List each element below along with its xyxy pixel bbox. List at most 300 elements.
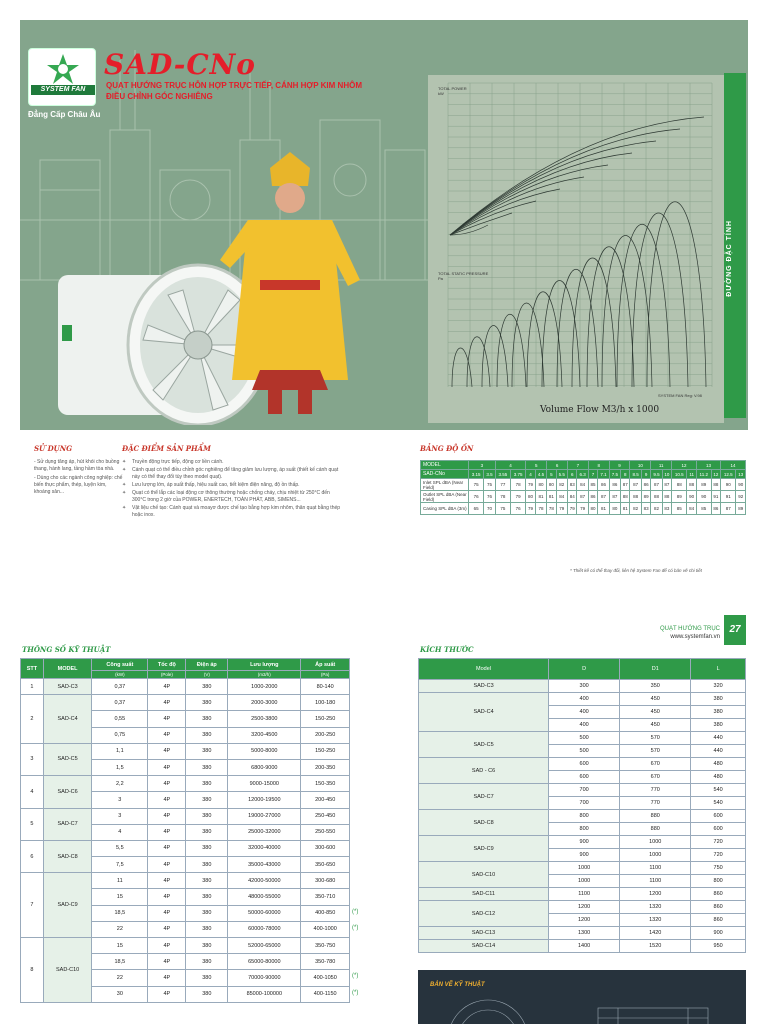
noise-row-label: SAD-CNo	[421, 470, 469, 479]
usage-heading: SỬ DỤNG	[34, 444, 73, 453]
feature-item: ✦ Lưu lượng lớn, áp suất thấp, hiệu suất cao, tiết kiệm điện năng, độ ồn thấp.	[122, 482, 342, 489]
dim-cell: 450	[620, 719, 691, 732]
dim-cell: 950	[691, 940, 746, 953]
technical-drawing	[418, 970, 746, 1024]
dim-model: SAD-C4	[419, 693, 549, 732]
noise-value: 87	[651, 479, 662, 491]
dim-cell: 1300	[549, 927, 620, 940]
spec-cell: 300-680	[301, 873, 350, 889]
dim-header: Model	[419, 659, 549, 680]
noise-value: 79	[567, 503, 576, 515]
spec-cell: 4P	[148, 873, 186, 889]
dim-model: SAD-C7	[419, 784, 549, 810]
catalog-page-26	[0, 20, 768, 592]
spec-cell: 4P	[148, 857, 186, 873]
spec-cell: 300-600	[301, 840, 350, 856]
noise-value: 81	[598, 503, 609, 515]
dim-cell: 670	[620, 758, 691, 771]
noise-value: 83	[567, 479, 576, 491]
noise-row-name: Casing SPL dBA (3m)	[421, 503, 469, 515]
dim-cell: 400	[549, 719, 620, 732]
dim-cell: 450	[620, 693, 691, 706]
power-curve	[450, 117, 704, 235]
noise-sub-col: 11.2	[696, 470, 711, 479]
noise-value: 86	[588, 491, 597, 503]
spec-cell: 85000-100000	[228, 986, 301, 1002]
table-row	[21, 873, 350, 889]
drawing-heading: BẢN VẼ KỸ THUẬT	[430, 982, 485, 988]
spec-cell: 2500-3800	[228, 711, 301, 727]
noise-sub-col: 7.5	[609, 470, 620, 479]
dim-model: SAD-C5	[419, 732, 549, 758]
dim-header: L	[691, 659, 746, 680]
dim-cell: 450	[620, 706, 691, 719]
table-row	[419, 693, 746, 706]
dim-cell: 1200	[549, 914, 620, 927]
spec-cell: 400-850	[301, 905, 350, 921]
spec-cell: 200-350	[301, 759, 350, 775]
noise-value: 90	[696, 491, 711, 503]
spec-cell: 12000-19500	[228, 792, 301, 808]
noise-value: 87	[721, 503, 736, 515]
noise-value: 88	[672, 479, 687, 491]
noise-value: 65	[469, 503, 484, 515]
noise-sub-col: 3.75	[511, 470, 526, 479]
noise-sub-col: 12	[711, 470, 720, 479]
dim-cell: 600	[691, 823, 746, 836]
spec-cell: 380	[186, 679, 228, 695]
spec-unit: (kW)	[92, 671, 148, 679]
dim-cell: 380	[691, 706, 746, 719]
pressure-curve	[647, 202, 706, 387]
table-row	[21, 808, 350, 824]
dim-cell: 540	[691, 797, 746, 810]
noise-value: 87	[598, 491, 609, 503]
noise-value: 70	[484, 503, 495, 515]
noise-value: 87	[577, 491, 588, 503]
noise-value: 79	[526, 503, 535, 515]
noise-value: 81	[535, 491, 546, 503]
spec-cell: 150-250	[301, 743, 350, 759]
dim-cell: 1520	[620, 940, 691, 953]
dim-cell: 720	[691, 836, 746, 849]
dim-cell: 900	[549, 849, 620, 862]
dim-cell: 900	[549, 836, 620, 849]
spec-note-marker: (*)	[352, 909, 359, 915]
noise-model-group: 5	[526, 461, 547, 470]
dim-cell: 380	[691, 719, 746, 732]
page-number-badge: 27	[724, 615, 746, 645]
spec-cell: 4P	[148, 889, 186, 905]
table-row	[419, 810, 746, 823]
noise-value: 88	[621, 491, 630, 503]
brand-slogan: Đẳng Cấp Châu Âu	[28, 110, 101, 119]
spec-cell: 25000-32000	[228, 824, 301, 840]
spec-cell: 7,5	[92, 857, 148, 873]
noise-model-group: 13	[696, 461, 720, 470]
spec-cell: 19000-27000	[228, 808, 301, 824]
dim-model: SAD-C11	[419, 888, 549, 901]
dim-model: SAD-C3	[419, 680, 549, 693]
dim-cell: 440	[691, 745, 746, 758]
spec-cell: 350-650	[301, 857, 350, 873]
feature-item: ✦ Vật liệu chế tạo: Cánh quạt và moayơ được chế tạo bằng hợp kim nhôm, thân quạt bằng thép hoặc inox.	[122, 505, 342, 519]
dimension-table	[418, 658, 746, 953]
noise-value: 86	[641, 479, 650, 491]
spec-cell: 32000-40000	[228, 840, 301, 856]
dim-cell: 860	[691, 914, 746, 927]
table-row	[419, 680, 746, 693]
dim-cell: 700	[549, 797, 620, 810]
dim-cell: 750	[691, 862, 746, 875]
pressure-curve	[557, 269, 598, 387]
dim-cell: 770	[620, 797, 691, 810]
product-info-section	[20, 430, 748, 580]
spec-cell: 4P	[148, 905, 186, 921]
spec-cell: 5000-8000	[228, 743, 301, 759]
spec-note-marker: (*)	[352, 990, 359, 996]
noise-value: 90	[687, 491, 696, 503]
spec-cell: 30	[92, 986, 148, 1002]
noise-value: 75	[495, 503, 510, 515]
noise-value: 87	[621, 479, 630, 491]
noise-value: 78	[547, 503, 556, 515]
noise-value: 76	[484, 491, 495, 503]
spec-cell: 52000-65000	[228, 938, 301, 954]
spec-cell: 380	[186, 824, 228, 840]
spec-header: Áp suất	[301, 659, 350, 671]
noise-value: 82	[630, 503, 641, 515]
svg-text:TOTAL STATIC PRESSURE: TOTAL STATIC PRESSURE	[438, 271, 489, 276]
spec-cell: 65000-80000	[228, 954, 301, 970]
product-subtitle: QUẠT HƯỚNG TRỤC HỖN HỢP TRỰC TIẾP, CÁNH HỢP KIM NHÔM ĐIỀU CHỈNH GÓC NGHIÊNG	[106, 81, 362, 101]
dim-cell: 1000	[620, 836, 691, 849]
spec-cell: 4P	[148, 695, 186, 711]
noise-row	[421, 503, 746, 515]
pressure-curve	[617, 224, 670, 387]
dim-cell: 1200	[549, 901, 620, 914]
noise-row	[421, 491, 746, 503]
noise-value: 88	[711, 479, 720, 491]
features-list	[122, 459, 342, 519]
noise-value: 89	[641, 491, 650, 503]
noise-value: 78	[535, 503, 546, 515]
performance-chart	[428, 75, 724, 423]
noise-value: 88	[630, 491, 641, 503]
spec-cell: 250-550	[301, 824, 350, 840]
spec-stt: 7	[21, 873, 44, 938]
pressure-curve	[467, 337, 490, 387]
product-title: SAD-CNo	[104, 48, 256, 81]
noise-sub-col: 12.5	[721, 470, 736, 479]
noise-value: 76	[511, 503, 526, 515]
spec-cell: 15	[92, 938, 148, 954]
noise-value: 80	[588, 503, 597, 515]
spec-model: SAD-C8	[43, 840, 92, 872]
dim-cell: 300	[549, 680, 620, 693]
spec-stt: 6	[21, 840, 44, 872]
noise-sub-col: 9	[641, 470, 650, 479]
svg-text:SYSTEM FAN Reg: V.98: SYSTEM FAN Reg: V.98	[658, 393, 702, 398]
noise-model-group: 10	[630, 461, 651, 470]
dim-cell: 380	[691, 693, 746, 706]
spec-cell: 50000-60000	[228, 905, 301, 921]
noise-model-group: 9	[609, 461, 630, 470]
noise-sub-col: 7.1	[598, 470, 609, 479]
spec-stt: 2	[21, 695, 44, 744]
spec-cell: 4P	[148, 921, 186, 937]
noise-table-heading: BẢNG ĐỘ ỒN	[420, 444, 474, 453]
noise-value: 79	[511, 491, 526, 503]
mascot-person-image	[220, 150, 360, 420]
pressure-curve	[482, 326, 508, 388]
spec-stt: 1	[21, 679, 44, 695]
usage-text: - Dùng cho các ngành công nghiệp: chế biến thực phẩm, thép, luyện kim, khoáng sản...	[34, 475, 123, 495]
dim-cell: 350	[620, 680, 691, 693]
noise-sub-col: 10	[662, 470, 671, 479]
noise-value: 85	[588, 479, 597, 491]
spec-cell: 3	[92, 792, 148, 808]
spec-cell: 380	[186, 873, 228, 889]
spec-stt: 8	[21, 938, 44, 1003]
spec-cell: 70000-90000	[228, 970, 301, 986]
dim-cell: 720	[691, 849, 746, 862]
spec-unit: (V)	[186, 671, 228, 679]
noise-value: 83	[662, 503, 671, 515]
svg-text:kW: kW	[438, 91, 444, 96]
catalog-page-27	[0, 615, 768, 1024]
noise-value: 88	[651, 491, 662, 503]
noise-value: 84	[556, 491, 567, 503]
noise-sub-col: 9.5	[651, 470, 662, 479]
side-tab-label: ĐƯỜNG ĐẶC TÍNH	[726, 220, 733, 297]
noise-model-group: 6	[547, 461, 568, 470]
power-curve	[450, 141, 656, 235]
page-header-label: QUẠT HƯỚNG TRỤC www.systemfan.vn	[659, 626, 720, 640]
feature-item: ✦ Cánh quạt có thể điều chỉnh góc nghiêng để tăng giảm lưu lượng, áp suất (thiết kế cánh quạt này có thể thay đổi tùy theo model quạt).	[122, 467, 342, 481]
noise-table	[420, 460, 746, 515]
spec-stt: 5	[21, 808, 44, 840]
spec-cell: 4P	[148, 792, 186, 808]
dim-cell: 770	[620, 784, 691, 797]
power-curve	[450, 129, 680, 235]
spec-cell: 2,2	[92, 776, 148, 792]
spec-cell: 18,5	[92, 905, 148, 921]
usage-text: - Sử dụng tăng áp, hút khói cho buồng thang, hành lang, tầng hầm tòa nhà.	[34, 459, 120, 472]
dimension-table-heading: KÍCH THƯỚC	[420, 645, 474, 654]
noise-value: 81	[621, 503, 630, 515]
noise-sub-col: 3.55	[495, 470, 510, 479]
spec-cell: 380	[186, 792, 228, 808]
spec-stt: 4	[21, 776, 44, 808]
spec-model: SAD-C10	[43, 938, 92, 1003]
spec-cell: 4P	[148, 938, 186, 954]
dim-cell: 500	[549, 732, 620, 745]
spec-header: Điện áp	[186, 659, 228, 671]
table-row	[21, 695, 350, 711]
spec-model: SAD-C4	[43, 695, 92, 744]
noise-value: 84	[567, 491, 576, 503]
table-row	[419, 732, 746, 745]
dim-cell: 400	[549, 706, 620, 719]
dim-cell: 440	[691, 732, 746, 745]
dim-model: SAD-C13	[419, 927, 549, 940]
dim-header: D1	[620, 659, 691, 680]
table-row	[419, 888, 746, 901]
noise-value: 76	[469, 491, 484, 503]
spec-cell: 100-180	[301, 695, 350, 711]
noise-sub-col: 4.5	[535, 470, 546, 479]
noise-value: 80	[526, 491, 535, 503]
dim-cell: 1000	[620, 849, 691, 862]
spec-unit: (Pole)	[148, 671, 186, 679]
spec-cell: 380	[186, 921, 228, 937]
noise-note: * Thiết kế có thể thay đổi, liên hệ System Fan để có bản vẽ chi tiết	[570, 568, 702, 573]
noise-value: 75	[484, 479, 495, 491]
noise-value: 80	[547, 479, 556, 491]
noise-value: 78	[511, 479, 526, 491]
spec-unit: (Pa)	[301, 671, 350, 679]
noise-value: 89	[696, 479, 711, 491]
table-row	[21, 743, 350, 759]
noise-value: 79	[526, 479, 535, 491]
dim-cell: 480	[691, 758, 746, 771]
spec-cell: 4P	[148, 986, 186, 1002]
noise-model-group: 12	[672, 461, 697, 470]
product-banner	[20, 20, 748, 430]
noise-value: 86	[609, 479, 620, 491]
spec-model: SAD-C3	[43, 679, 92, 695]
svg-text:TOTAL POWER: TOTAL POWER	[438, 86, 467, 91]
spec-model: SAD-C5	[43, 743, 92, 775]
performance-curves	[428, 75, 724, 423]
table-row	[419, 784, 746, 797]
noise-value: 87	[609, 491, 620, 503]
spec-cell: 380	[186, 727, 228, 743]
dim-model: SAD-C10	[419, 862, 549, 888]
spec-model: SAD-C6	[43, 776, 92, 808]
dim-cell: 540	[691, 784, 746, 797]
spec-note-marker: (*)	[352, 925, 359, 931]
noise-value: 92	[736, 491, 746, 503]
dim-cell: 1320	[620, 914, 691, 927]
features-section	[122, 444, 342, 520]
spec-cell: 380	[186, 743, 228, 759]
spec-cell: 4P	[148, 759, 186, 775]
spec-cell: 400-1000	[301, 921, 350, 937]
spec-cell: 0,75	[92, 727, 148, 743]
noise-value: 89	[736, 503, 746, 515]
dim-model: SAD-C8	[419, 810, 549, 836]
spec-cell: 400-1050	[301, 970, 350, 986]
spec-cell: 4P	[148, 808, 186, 824]
spec-unit: (m3/h)	[228, 671, 301, 679]
spec-cell: 18,5	[92, 954, 148, 970]
spec-header: STT	[21, 659, 44, 679]
spec-cell: 380	[186, 759, 228, 775]
spec-cell: 4	[92, 824, 148, 840]
spec-cell: 380	[186, 857, 228, 873]
dim-model: SAD-C14	[419, 940, 549, 953]
dim-model: SAD-C12	[419, 901, 549, 927]
spec-cell: 380	[186, 889, 228, 905]
noise-row	[421, 479, 746, 491]
spec-cell: 380	[186, 840, 228, 856]
dim-cell: 700	[549, 784, 620, 797]
noise-model-group: 4	[495, 461, 526, 470]
spec-cell: 42000-50000	[228, 873, 301, 889]
spec-cell: 2000-3000	[228, 695, 301, 711]
dim-cell: 600	[549, 758, 620, 771]
spec-cell: 22	[92, 970, 148, 986]
feature-item: ✦ Quạt có thể lắp các loại động cơ thông thường hoặc chống cháy, chịu nhiệt từ 250°C đến 300°C trong 2 giờ của POWER, ENERTECH, TOÀN PHÁT, ABB, SIMENS...	[122, 490, 342, 504]
spec-header: Công suất	[92, 659, 148, 671]
spec-header: Tốc độ	[148, 659, 186, 671]
spec-cell: 15	[92, 889, 148, 905]
noise-sub-col: 3.5	[484, 470, 495, 479]
spec-cell: 350-710	[301, 889, 350, 905]
dim-cell: 800	[549, 823, 620, 836]
technical-drawing-panel	[418, 970, 746, 1024]
spec-cell: 350-780	[301, 954, 350, 970]
dim-model: SAD - C6	[419, 758, 549, 784]
noise-sub-col: 10.5	[672, 470, 687, 479]
noise-value: 88	[662, 491, 671, 503]
table-row	[419, 940, 746, 953]
noise-sub-col: 11	[687, 470, 696, 479]
spec-cell: 4P	[148, 727, 186, 743]
dim-cell: 860	[691, 901, 746, 914]
dim-cell: 880	[620, 810, 691, 823]
dim-cell: 860	[691, 888, 746, 901]
noise-sub-col: 5	[547, 470, 556, 479]
table-row	[419, 901, 746, 914]
dim-cell: 570	[620, 745, 691, 758]
spec-cell: 150-350	[301, 776, 350, 792]
spec-cell: 0,37	[92, 679, 148, 695]
spec-header: MODEL	[43, 659, 92, 679]
noise-sub-col: 5.5	[556, 470, 567, 479]
dim-cell: 500	[549, 745, 620, 758]
dim-cell: 600	[549, 771, 620, 784]
spec-cell: 4P	[148, 954, 186, 970]
spec-cell: 4P	[148, 743, 186, 759]
spec-cell: 0,55	[92, 711, 148, 727]
noise-model-group: 14	[721, 461, 746, 470]
dim-cell: 320	[691, 680, 746, 693]
spec-cell: 200-250	[301, 727, 350, 743]
noise-value: 84	[687, 503, 696, 515]
dim-model: SAD-C9	[419, 836, 549, 862]
noise-value: 82	[651, 503, 662, 515]
spec-cell: 9000-15000	[228, 776, 301, 792]
features-heading: ĐẶC ĐIỂM SẢN PHẨM	[122, 444, 211, 453]
noise-value: 85	[672, 503, 687, 515]
spec-cell: 3	[92, 808, 148, 824]
dim-cell: 1100	[620, 862, 691, 875]
dim-cell: 1420	[620, 927, 691, 940]
noise-value: 87	[630, 479, 641, 491]
noise-value: 86	[711, 503, 720, 515]
spec-table	[20, 658, 350, 1003]
spec-cell: 1,5	[92, 759, 148, 775]
pressure-curve	[632, 213, 688, 387]
spec-cell: 1000-2000	[228, 679, 301, 695]
noise-value: 84	[577, 479, 588, 491]
spec-cell: 60000-78000	[228, 921, 301, 937]
noise-value: 87	[662, 479, 671, 491]
noise-row-name: Outlet SPL dBA (Near Field)	[421, 491, 469, 503]
